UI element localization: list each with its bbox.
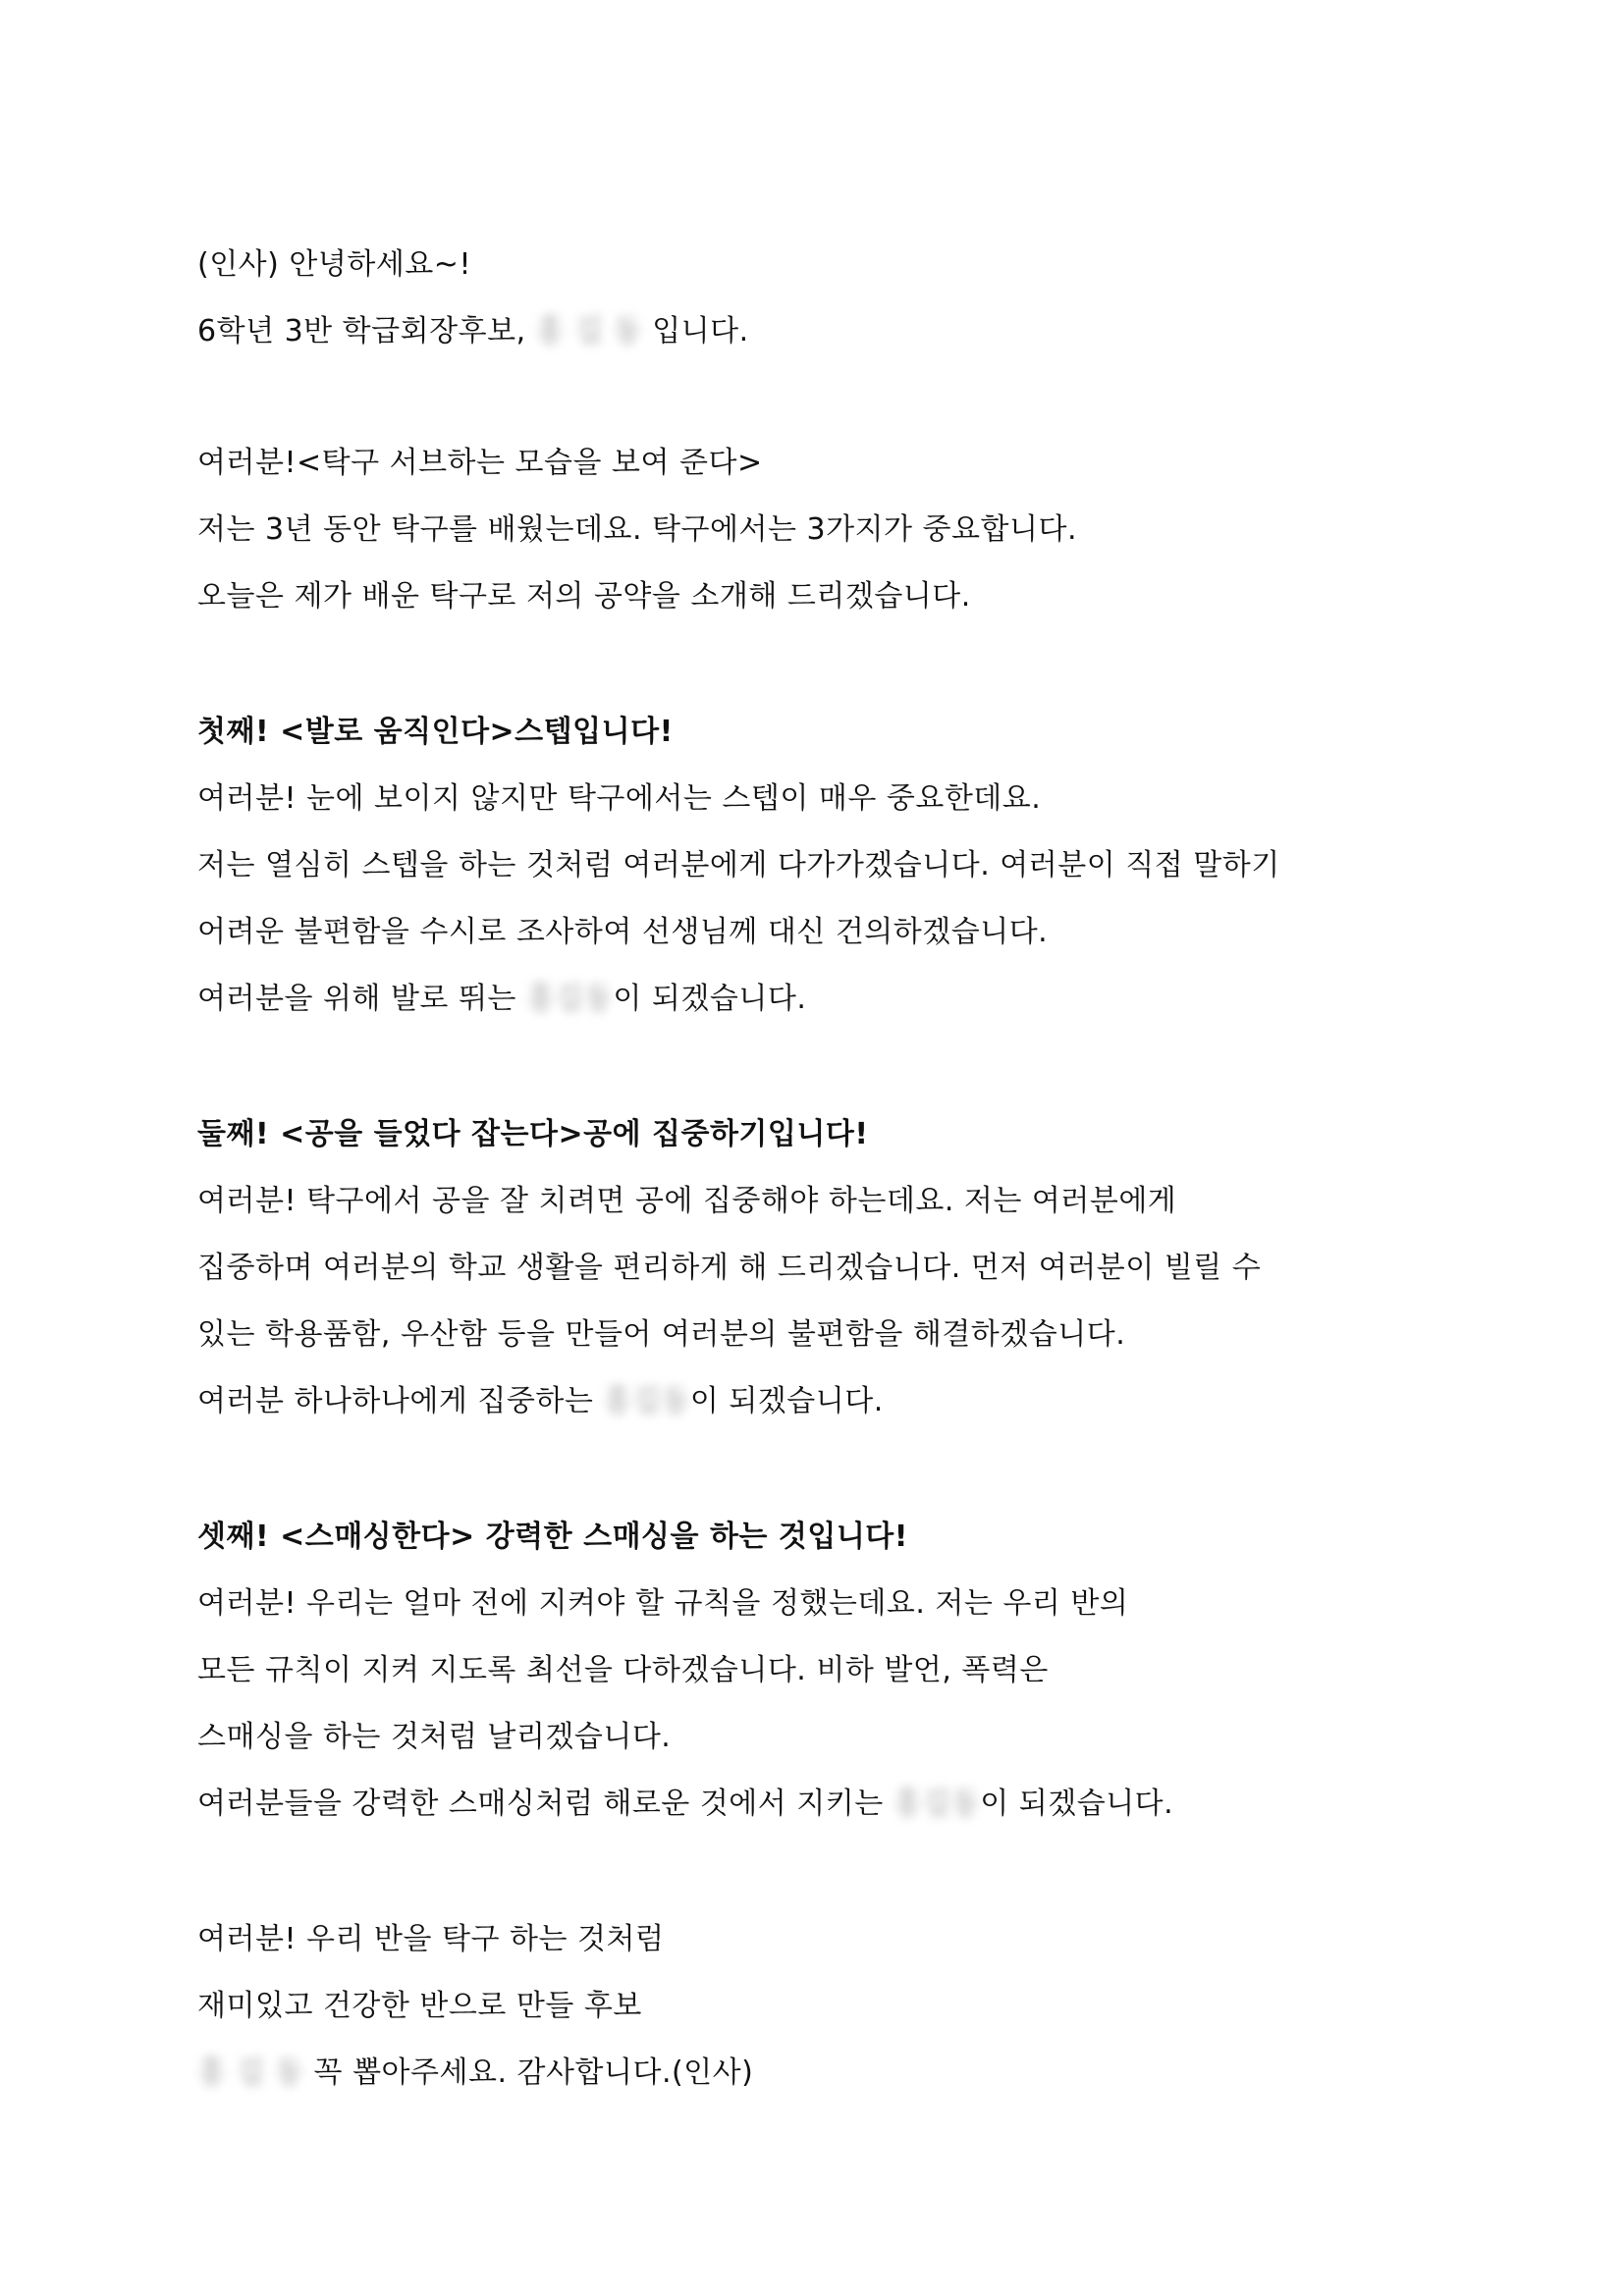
pledge-3-line-3: 스매싱을 하는 것처럼 날리겠습니다.: [197, 1720, 672, 1754]
pledge-1-line-3: 어려운 불편함을 수시로 조사하여 선생님께 대신 건의하겠습니다.: [197, 915, 1049, 949]
closing-line-1: 여러분! 우리 반을 탁구 하는 것처럼: [197, 1922, 665, 1956]
pledge-3-heading: 셋째! <스매싱한다> 강력한 스매싱을 하는 것입니다!: [197, 1520, 908, 1554]
pledge-2-line-4: [197, 1368, 1435, 1435]
closing-line-2: 재미있고 건강한 반으로 만들 후보: [197, 1989, 642, 2023]
speech-body: [197, 232, 1435, 2107]
paragraph-gap: [197, 365, 1435, 430]
pledge-2-line-3: 있는 학용품함, 우산함 등을 만들어 여러분의 불편함을 해결하겠습니다.: [197, 1317, 1126, 1352]
pledge-2-line-4-prefix: 여러분 하나하나에게 집중하는: [197, 1384, 604, 1418]
blurred-candidate-name: 홍길동: [603, 1384, 690, 1418]
intro-suffix: 입니다.: [642, 314, 749, 348]
opening-line-1: 여러분!<탁구 서브하는 모습을 보여 준다>: [197, 446, 763, 480]
greeting-line: (인사) 안녕하세요~!: [197, 247, 471, 282]
pledge-1-line-4: [197, 966, 1435, 1033]
closing-line-3-suffix: 꼭 뽑아주세요. 감사합니다.(인사): [303, 2056, 754, 2090]
intro-prefix: 6학년 3반 학급회장후보,: [197, 314, 536, 348]
pledge-2-heading: 둘째! <공을 들었다 잡는다>공에 집중하기입니다!: [197, 1117, 869, 1151]
pledge-3-line-4-prefix: 여러분들을 강력한 스매싱처럼 해로운 것에서 지키는: [197, 1787, 893, 1821]
intro-line: [197, 298, 1435, 365]
paragraph-gap: [197, 630, 1435, 699]
blurred-candidate-name: 홍길동: [893, 1787, 981, 1821]
pledge-1-line-1: 여러분! 눈에 보이지 않지만 탁구에서는 스텝이 매우 중요한데요.: [197, 781, 1042, 816]
pledge-1-line-4-prefix: 여러분을 위해 발로 뛰는: [197, 982, 526, 1016]
pledge-3-line-1: 여러분! 우리는 얼마 전에 지켜야 할 규칙을 정했는데요. 저는 우리 반의: [197, 1586, 1129, 1621]
pledge-2-line-2: 집중하며 여러분의 학교 생활을 편리하게 해 드리겠습니다. 먼저 여러분이 빌릴 수: [197, 1251, 1262, 1285]
opening-line-3: 오늘은 제가 배운 탁구로 저의 공약을 소개해 드리겠습니다.: [197, 579, 971, 614]
paragraph-gap: [197, 1838, 1435, 1906]
blurred-candidate-name: 홍 길 동: [535, 314, 643, 348]
opening-line-2: 저는 3년 동안 탁구를 배웠는데요. 탁구에서는 3가지가 중요합니다.: [197, 512, 1077, 547]
pledge-2-line-4-suffix: 이 되겠습니다.: [689, 1384, 884, 1418]
pledge-1-line-2: 저는 열심히 스텝을 하는 것처럼 여러분에게 다가가겠습니다. 여러분이 직접 말하기: [197, 848, 1280, 882]
pledge-2-line-1: 여러분! 탁구에서 공을 잘 치려면 공에 집중해야 하는데요. 저는 여러분에게: [197, 1184, 1177, 1218]
pledge-3-line-4: [197, 1771, 1435, 1838]
paragraph-gap: [197, 1033, 1435, 1101]
pledge-3-line-4-suffix: 이 되겠습니다.: [980, 1787, 1174, 1821]
paragraph-gap: [197, 1435, 1435, 1504]
closing-line-3: [197, 2040, 1435, 2107]
blurred-candidate-name: 홍 길 동: [197, 2056, 304, 2090]
pledge-3-line-2: 모든 규칙이 지켜 지도록 최선을 다하겠습니다. 비하 발언, 폭력은: [197, 1653, 1049, 1687]
pledge-1-heading: 첫째! <발로 움직인다>스텝입니다!: [197, 715, 674, 749]
blurred-candidate-name: 홍길동: [525, 982, 614, 1016]
pledge-1-line-4-suffix: 이 되겠습니다.: [613, 982, 807, 1016]
